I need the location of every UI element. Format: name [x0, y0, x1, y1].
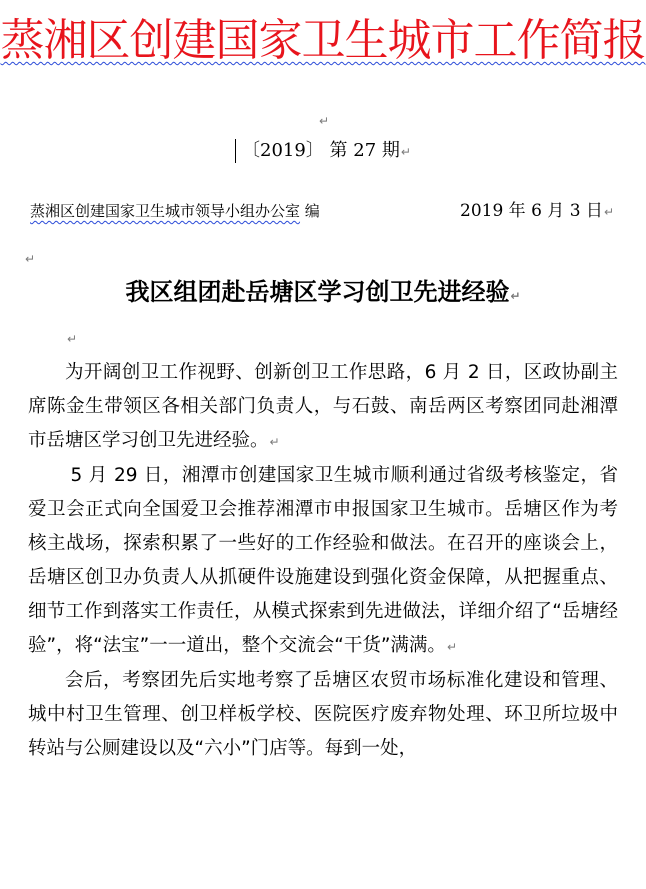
- issuer-dept: 蒸湘区创建国家卫生城市领导小组办公室: [30, 202, 301, 220]
- text-cursor: [235, 139, 236, 163]
- paragraph: [28, 356, 618, 459]
- issue-date-text: 2019 年 6 月 3 日: [460, 201, 603, 221]
- paragraph-mark-icon: ↵: [25, 252, 36, 266]
- empty-paragraph: [24, 248, 35, 267]
- issue-text: 〔2019〕 第 27 期: [242, 140, 400, 161]
- paragraph-mark-icon: ↵: [318, 114, 329, 128]
- article-headline: [0, 272, 646, 316]
- paragraph-mark-icon: ↵: [400, 145, 411, 159]
- paragraph: [28, 664, 618, 766]
- paragraph-mark-icon: ↵: [510, 289, 521, 303]
- headline-text: 我区组团赴岳塘区学习创卫先进经验: [125, 278, 510, 306]
- paragraph-mark-icon: ↵: [446, 640, 457, 654]
- empty-paragraph: [66, 328, 77, 347]
- issuer-suffix: 编: [300, 202, 320, 220]
- paragraph: [28, 459, 618, 664]
- paragraph-mark-icon: ↵: [603, 205, 614, 219]
- issuer-line: [30, 199, 620, 223]
- masthead: [0, 6, 646, 156]
- paragraph-text: 为开阔创卫工作视野、创新创卫工作思路，6 月 2 日，区政协副主席陈金生带领区各相关部门负责人，与石鼓、南岳两区考察团同赴湘潭市岳塘区学习创卫先进经验。: [28, 362, 618, 451]
- paragraph-text: 5 月 29 日，湘潭市创建国家卫生城市顺利通过省级考核鉴定，省爱卫会正式向全国爱卫会推荐湘潭市申报国家卫生城市。岳塘区作为考核主战场，探索积累了一些好的工作经验和做法。在召开的座谈会上，岳塘区创卫办负责人从抓硬件设施建设到强化资金保障，从把握重点、细节工作到落实工作责任，从模式探索到先进做法，详细介绍了“岳塘经验”，将“法宝”一一道出，整个交流会“干货”满满。: [28, 465, 618, 656]
- article-body: [28, 356, 618, 766]
- masthead-title: 蒸湘区创建国家卫生城市工作简报: [0, 15, 646, 66]
- issue-number: [0, 138, 646, 165]
- paragraph-text: 会后，考察团先后实地考察了岳塘区农贸市场标准化建设和管理、城中村卫生管理、创卫样板学校、医院医疗废弃物处理、环卫所垃圾中转站与公厕建设以及“六小”门店等。每到一处，: [28, 670, 618, 759]
- issue-date: [460, 199, 614, 224]
- paragraph-mark-icon: ↵: [67, 332, 78, 346]
- paragraph-mark-icon: ↵: [269, 435, 280, 449]
